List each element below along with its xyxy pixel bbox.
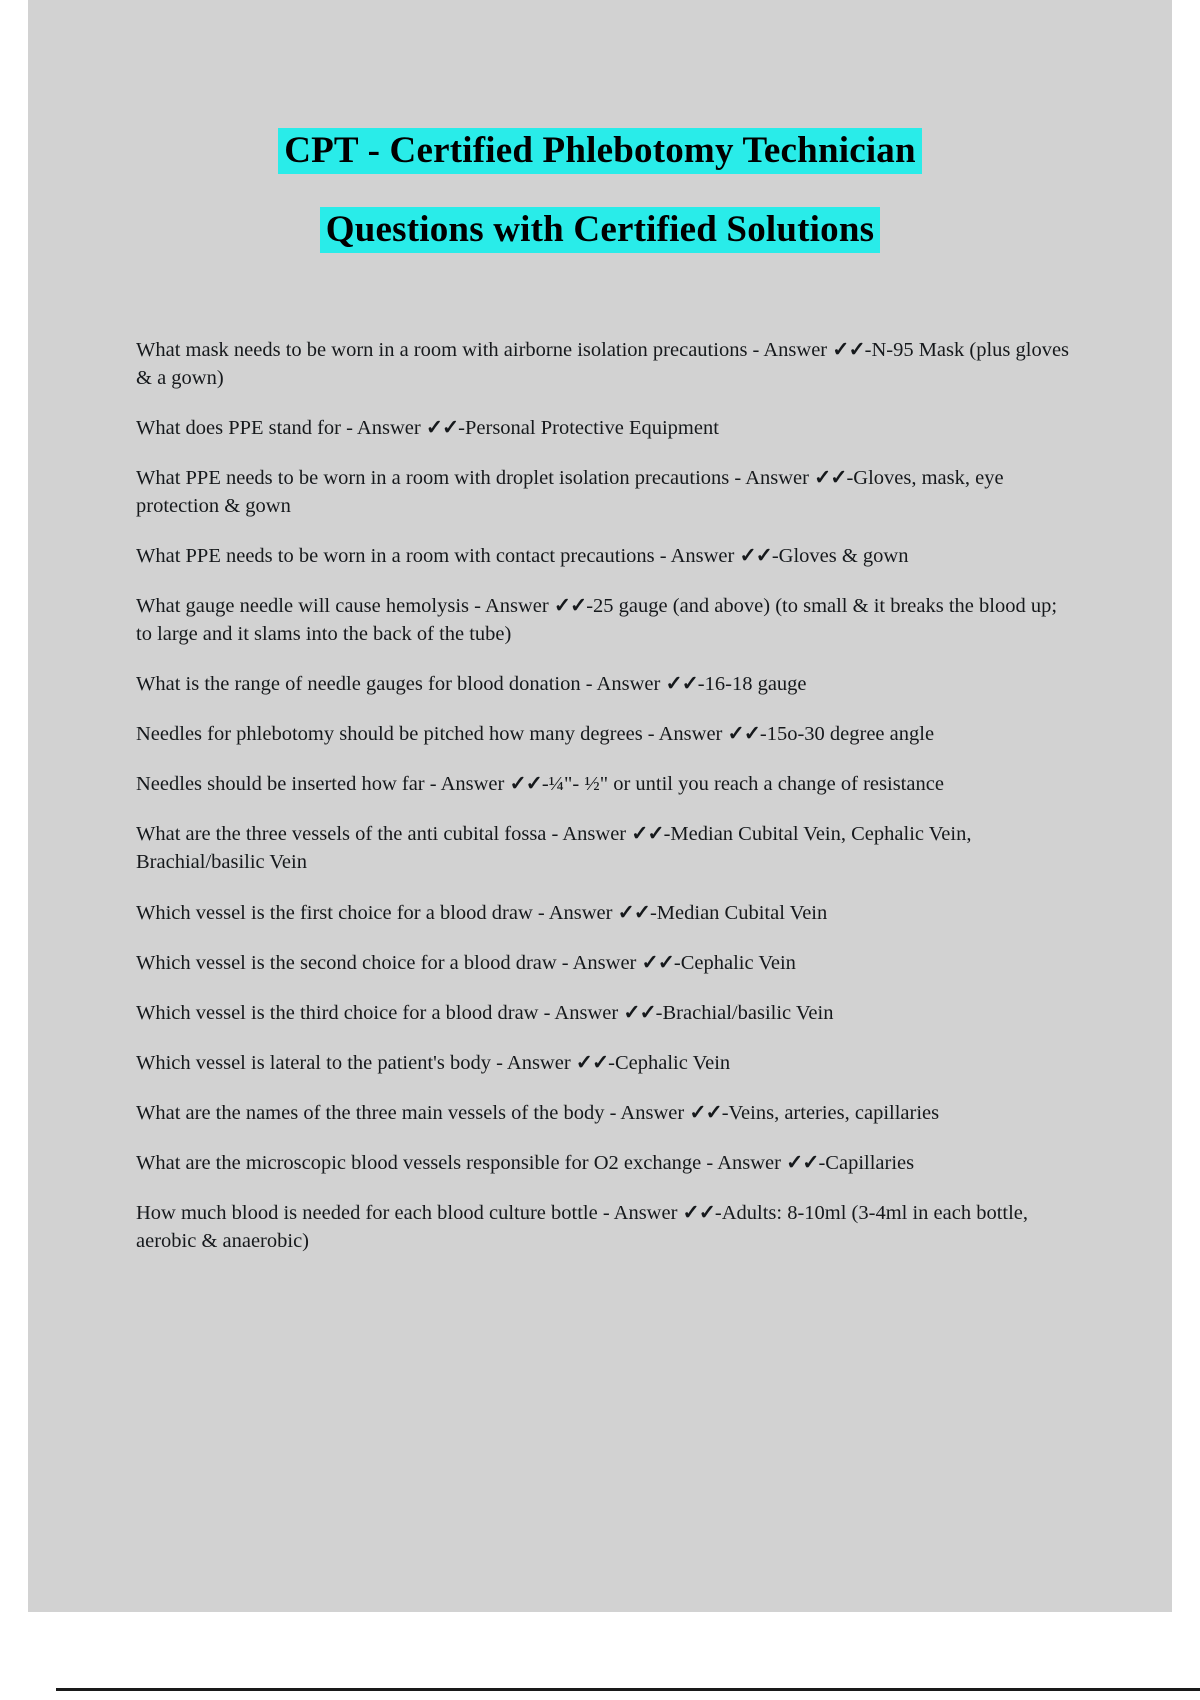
qa-answer: -Gloves & gown xyxy=(771,544,909,567)
answer-check-icon: ✓✓ xyxy=(623,1001,656,1024)
qa-answer: -N-95 Mask (plus gloves & a gown) xyxy=(136,338,1070,389)
qa-answer: -¼"- ½" or until you reach a change of resistance xyxy=(541,773,944,796)
qa-answer: -15o-30 degree angle xyxy=(759,723,935,746)
answer-check-icon: ✓✓ xyxy=(665,673,698,696)
qa-item xyxy=(136,770,1077,798)
qa-answer: -Gloves, mask, eye protection & gown xyxy=(136,466,1004,517)
qa-answer: -Cephalic Vein xyxy=(673,951,796,974)
page-title-line-2 xyxy=(28,207,1172,253)
qa-question: Which vessel is the second choice for a blood draw - Answer xyxy=(136,951,642,974)
qa-question: What gauge needle will cause hemolysis - Answer xyxy=(136,594,554,617)
document-page xyxy=(28,0,1172,1612)
qa-answer: -Adults: 8-10ml (3-4ml in each bottle, aerobic & anaerobic) xyxy=(136,1201,1029,1253)
page-title-line-1 xyxy=(28,128,1172,174)
answer-check-icon: ✓✓ xyxy=(631,823,664,846)
qa-answer: -Personal Protective Equipment xyxy=(458,416,719,439)
page-footer-area xyxy=(0,1612,1200,1700)
qa-item xyxy=(136,464,1077,520)
qa-answer: -16-18 gauge xyxy=(697,673,807,696)
answer-check-icon: ✓✓ xyxy=(689,1101,722,1124)
page-footer-divider xyxy=(56,1688,1200,1691)
qa-item xyxy=(136,899,1077,927)
qa-item xyxy=(136,542,1077,570)
answer-check-icon: ✓✓ xyxy=(727,723,760,746)
qa-answer: -25 gauge (and above) (to small & it breaks the blood up; to large and it slams into the back of the tube) xyxy=(136,594,1058,646)
qa-question: Which vessel is the third choice for a blood draw - Answer xyxy=(136,1001,624,1024)
qa-item xyxy=(136,949,1077,977)
qa-question: Needles should be inserted how far - Answer xyxy=(136,773,510,796)
page-title-line-2-text: Questions with Certified Solutions xyxy=(320,207,881,253)
qa-item xyxy=(136,1099,1077,1127)
answer-check-icon: ✓✓ xyxy=(425,416,459,439)
answer-check-icon: ✓✓ xyxy=(641,951,674,974)
qa-question: What mask needs to be worn in a room with airborne isolation precautions - Answer xyxy=(136,338,833,361)
qa-list xyxy=(28,253,1172,1255)
qa-question: What are the names of the three main vessels of the body - Answer xyxy=(136,1101,690,1124)
qa-question: Which vessel is lateral to the patient's body - Answer xyxy=(136,1051,576,1074)
answer-check-icon: ✓✓ xyxy=(509,773,542,796)
qa-item xyxy=(136,1199,1077,1255)
qa-question: How much blood is needed for each blood culture bottle - Answer xyxy=(136,1201,683,1224)
answer-check-icon: ✓✓ xyxy=(617,901,650,924)
qa-question: Needles for phlebotomy should be pitched how many degrees - Answer xyxy=(136,723,728,746)
qa-item xyxy=(136,820,1077,876)
answer-check-icon: ✓✓ xyxy=(575,1051,609,1074)
qa-answer: -Capillaries xyxy=(818,1151,915,1174)
qa-item xyxy=(136,592,1077,648)
qa-question: What are the microscopic blood vessels responsible for O2 exchange - Answer xyxy=(136,1151,787,1174)
qa-question: What is the range of needle gauges for blood donation - Answer xyxy=(136,673,666,696)
qa-item xyxy=(136,1049,1077,1077)
qa-item xyxy=(136,720,1077,748)
qa-item xyxy=(136,414,1077,442)
answer-check-icon: ✓✓ xyxy=(682,1201,715,1224)
qa-answer: -Cephalic Vein xyxy=(608,1051,731,1074)
answer-check-icon: ✓✓ xyxy=(832,338,865,361)
document-title-block xyxy=(28,0,1172,253)
answer-check-icon: ✓✓ xyxy=(553,594,587,617)
answer-check-icon: ✓✓ xyxy=(786,1151,819,1174)
qa-question: What does PPE stand for - Answer xyxy=(136,416,426,439)
page-title-line-1-text: CPT - Certified Phlebotomy Technician xyxy=(278,128,922,174)
qa-question: What PPE needs to be worn in a room with contact precautions - Answer xyxy=(136,544,740,567)
qa-item xyxy=(136,670,1077,698)
qa-question: Which vessel is the first choice for a blood draw - Answer xyxy=(136,901,618,924)
qa-answer: -Veins, arteries, capillaries xyxy=(721,1101,940,1124)
qa-question: What are the three vessels of the anti cubital fossa - Answer xyxy=(136,823,632,846)
qa-answer: -Median Cubital Vein, Cephalic Vein, Brachial/basilic Vein xyxy=(136,823,972,874)
qa-question: What PPE needs to be worn in a room with droplet isolation precautions - Answer xyxy=(136,466,815,489)
qa-item xyxy=(136,336,1077,392)
qa-answer: -Brachial/basilic Vein xyxy=(655,1001,834,1024)
qa-item xyxy=(136,999,1077,1027)
qa-answer: -Median Cubital Vein xyxy=(649,901,828,924)
answer-check-icon: ✓✓ xyxy=(814,466,847,489)
qa-item xyxy=(136,1149,1077,1177)
answer-check-icon: ✓✓ xyxy=(739,544,772,567)
